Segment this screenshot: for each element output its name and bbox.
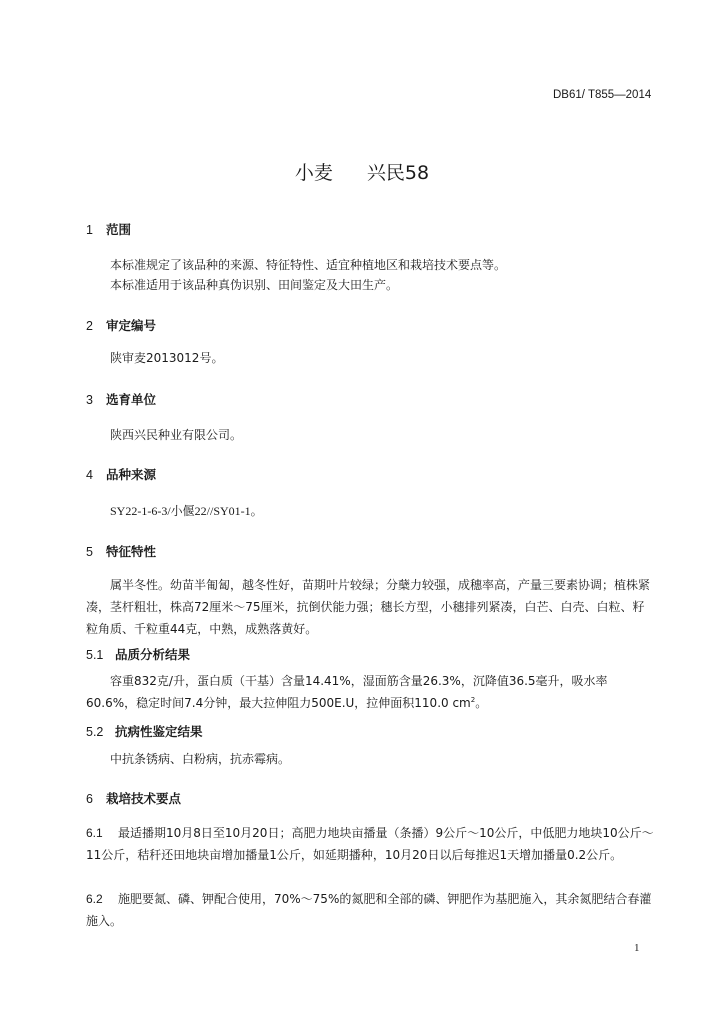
title-crop: 小麦 (294, 162, 333, 184)
section-4-heading: 4 品种来源 (86, 467, 157, 482)
document-title (0, 158, 724, 185)
section-1-line-1: 本标准规定了该品种的来源、特征特性、适宜种植地区和栽培技术要点等。 (110, 258, 507, 272)
section-4-text: SY22-1-6-3/小偃22//SY01-1。 (110, 504, 263, 518)
section-1-heading: 1 范围 (86, 222, 132, 237)
section-3-heading: 3 选育单位 (86, 392, 157, 407)
section-3-text: 陕西兴民种业有限公司。 (110, 428, 243, 442)
section-2-text: 陕审麦2013012号。 (110, 351, 224, 365)
section-2-heading: 2 审定编号 (86, 318, 157, 333)
title-variety: 兴民58 (366, 162, 430, 184)
section-5-1-text: 容重832克/升，蛋白质（干基）含量14.41%，湿面筋含量26.3%，沉降值36.5毫升，吸水率60.6%，稳定时间7.4分钟，最大拉伸阻力500E.U，拉伸面积110.0 $cm^2$。 (86, 674, 608, 710)
section-6-heading: 6 栽培技术要点 (86, 791, 182, 806)
section-5-text: 属半冬性。幼苗半匍匐，越冬性好，苗期叶片较绿；分蘖力较强，成穗率高，产量三要素协调；植株紧凑，茎杆粗壮，株高72厘米～75厘米，抗倒伏能力强；穗长方型，小穗排列紧凑，白芒、白壳、白粒、籽粒角质、千粒重44克，中熟，成熟落黄好。 (86, 578, 651, 636)
section-5-2-text: 中抗条锈病、白粉病，抗赤霉病。 (110, 752, 291, 766)
section-6-2-text: 6.2 施肥要氮、磷、钾配合使用，70%～75%的氮肥和全部的磷、钾肥作为基肥施入，其余氮肥结合春灌施入。 (86, 892, 652, 928)
standard-code-header: DB61/ T855—2014 (553, 89, 652, 101)
section-5-2-heading: 5.2 抗病性鉴定结果 (86, 724, 203, 739)
page-number: 1 (634, 942, 640, 954)
section-5-1-heading: 5.1 品质分析结果 (86, 647, 191, 662)
section-6-1-text: 6.1 最适播期10月8日至10月20日；高肥力地块亩播量（条播）9公斤～10公斤，中低肥力地块10公斤～11公斤，秸秆还田地块亩增加播量1公斤，如延期播种，10月20日以后每推迟1天增加播量0.2公斤。 (86, 826, 654, 862)
section-1-line-2: 本标准适用于该品种真伪识别、田间鉴定及大田生产。 (110, 278, 399, 292)
section-5-heading: 5 特征特性 (86, 544, 157, 559)
